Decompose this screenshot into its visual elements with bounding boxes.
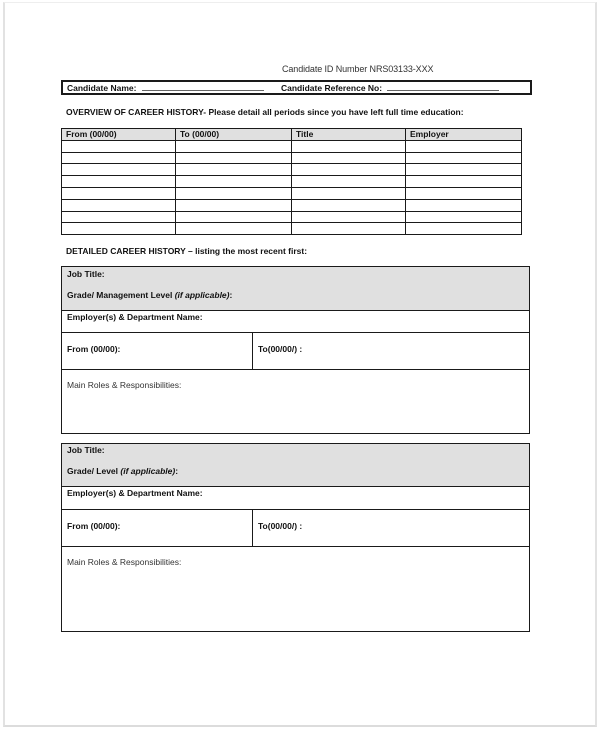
table-cell[interactable]: [406, 140, 522, 152]
from-date-cell[interactable]: [62, 333, 253, 369]
table-cell[interactable]: [176, 223, 292, 235]
table-cell[interactable]: [62, 223, 176, 235]
roles-label: Main Roles & Responsibilities:: [67, 380, 182, 390]
table-cell[interactable]: [176, 211, 292, 223]
table-cell[interactable]: [62, 176, 176, 188]
table-cell[interactable]: [292, 140, 406, 152]
to-date-cell[interactable]: [253, 510, 529, 546]
table-cell[interactable]: [62, 211, 176, 223]
roles-responsibilities-field[interactable]: [62, 547, 529, 629]
table-cell[interactable]: [176, 176, 292, 188]
table-row: [62, 199, 522, 211]
column-header-from: From (00/00): [62, 129, 176, 141]
table-header-row: [62, 129, 522, 141]
grade-label-text: Grade/ Level: [67, 466, 121, 476]
table-cell[interactable]: [406, 211, 522, 223]
table-cell[interactable]: [176, 199, 292, 211]
from-date-label: From (00/00):: [67, 521, 121, 531]
table-cell[interactable]: [292, 223, 406, 235]
roles-label: Main Roles & Responsibilities:: [67, 557, 182, 567]
grade-note: (if applicable): [120, 466, 176, 476]
from-date-cell[interactable]: [62, 510, 253, 546]
table-cell[interactable]: [406, 223, 522, 235]
table-cell[interactable]: [62, 164, 176, 176]
career-overview-table: [61, 128, 522, 235]
table-cell[interactable]: [292, 199, 406, 211]
table-row: [62, 164, 522, 176]
table-cell[interactable]: [176, 164, 292, 176]
table-cell[interactable]: [292, 187, 406, 199]
table-row: [62, 211, 522, 223]
table-cell[interactable]: [176, 187, 292, 199]
column-header-employer: Employer: [406, 129, 522, 141]
candidate-reference-blank[interactable]: [387, 84, 499, 91]
grade-label-text: Grade/ Management Level: [67, 290, 175, 300]
table-cell[interactable]: [406, 199, 522, 211]
from-date-label: From (00/00):: [67, 344, 121, 354]
table-row: [62, 176, 522, 188]
candidate-name-label: Candidate Name:: [67, 83, 137, 93]
candidate-name-blank[interactable]: [142, 84, 264, 91]
table-cell[interactable]: [406, 187, 522, 199]
grade-suffix: :: [175, 466, 179, 476]
dates-row: [62, 510, 529, 547]
table-row: [62, 187, 522, 199]
employer-label: Employer(s) & Department Name:: [67, 312, 203, 322]
column-header-to: To (00/00): [176, 129, 292, 141]
to-date-label: To(00/00/) :: [258, 344, 303, 354]
table-cell[interactable]: [292, 164, 406, 176]
to-date-label: To(00/00/) :: [258, 521, 303, 531]
table-cell[interactable]: [406, 176, 522, 188]
candidate-info-box: [61, 80, 532, 95]
table-cell[interactable]: [292, 176, 406, 188]
table-cell[interactable]: [292, 152, 406, 164]
overview-heading: OVERVIEW OF CAREER HISTORY- Please detail all periods since you have left full time education:: [66, 107, 464, 117]
table-cell[interactable]: [406, 152, 522, 164]
table-row: [62, 140, 522, 152]
candidate-reference-label: Candidate Reference No:: [281, 83, 383, 93]
job-title-grade-section[interactable]: [62, 267, 529, 311]
job-title-label: Job Title:: [67, 445, 105, 455]
table-cell[interactable]: [62, 140, 176, 152]
candidate-name-field[interactable]: [67, 83, 264, 93]
table-cell[interactable]: [62, 152, 176, 164]
career-entry-2: [61, 443, 530, 632]
job-title-grade-section[interactable]: [62, 444, 529, 487]
employer-label: Employer(s) & Department Name:: [67, 488, 203, 498]
table-cell[interactable]: [176, 140, 292, 152]
career-entry-1: [61, 266, 530, 434]
table-cell[interactable]: [62, 199, 176, 211]
job-title-label: Job Title:: [67, 269, 105, 279]
column-header-title: Title: [292, 129, 406, 141]
dates-row: [62, 333, 529, 370]
employer-row[interactable]: [62, 311, 529, 333]
grade-label: [67, 466, 178, 476]
table-cell[interactable]: [62, 187, 176, 199]
employer-row[interactable]: [62, 487, 529, 510]
table-cell[interactable]: [176, 152, 292, 164]
candidate-reference-field[interactable]: [281, 83, 499, 93]
detailed-heading: DETAILED CAREER HISTORY – listing the most recent first:: [66, 246, 308, 256]
table-cell[interactable]: [406, 164, 522, 176]
roles-responsibilities-field[interactable]: [62, 370, 529, 430]
table-row: [62, 223, 522, 235]
table-row: [62, 152, 522, 164]
table-cell[interactable]: [292, 211, 406, 223]
candidate-id-number: Candidate ID Number NRS03133-XXX: [282, 64, 434, 74]
grade-suffix: :: [229, 290, 233, 300]
to-date-cell[interactable]: [253, 333, 529, 369]
grade-note: (if applicable): [174, 290, 230, 300]
grade-label: [67, 290, 232, 300]
